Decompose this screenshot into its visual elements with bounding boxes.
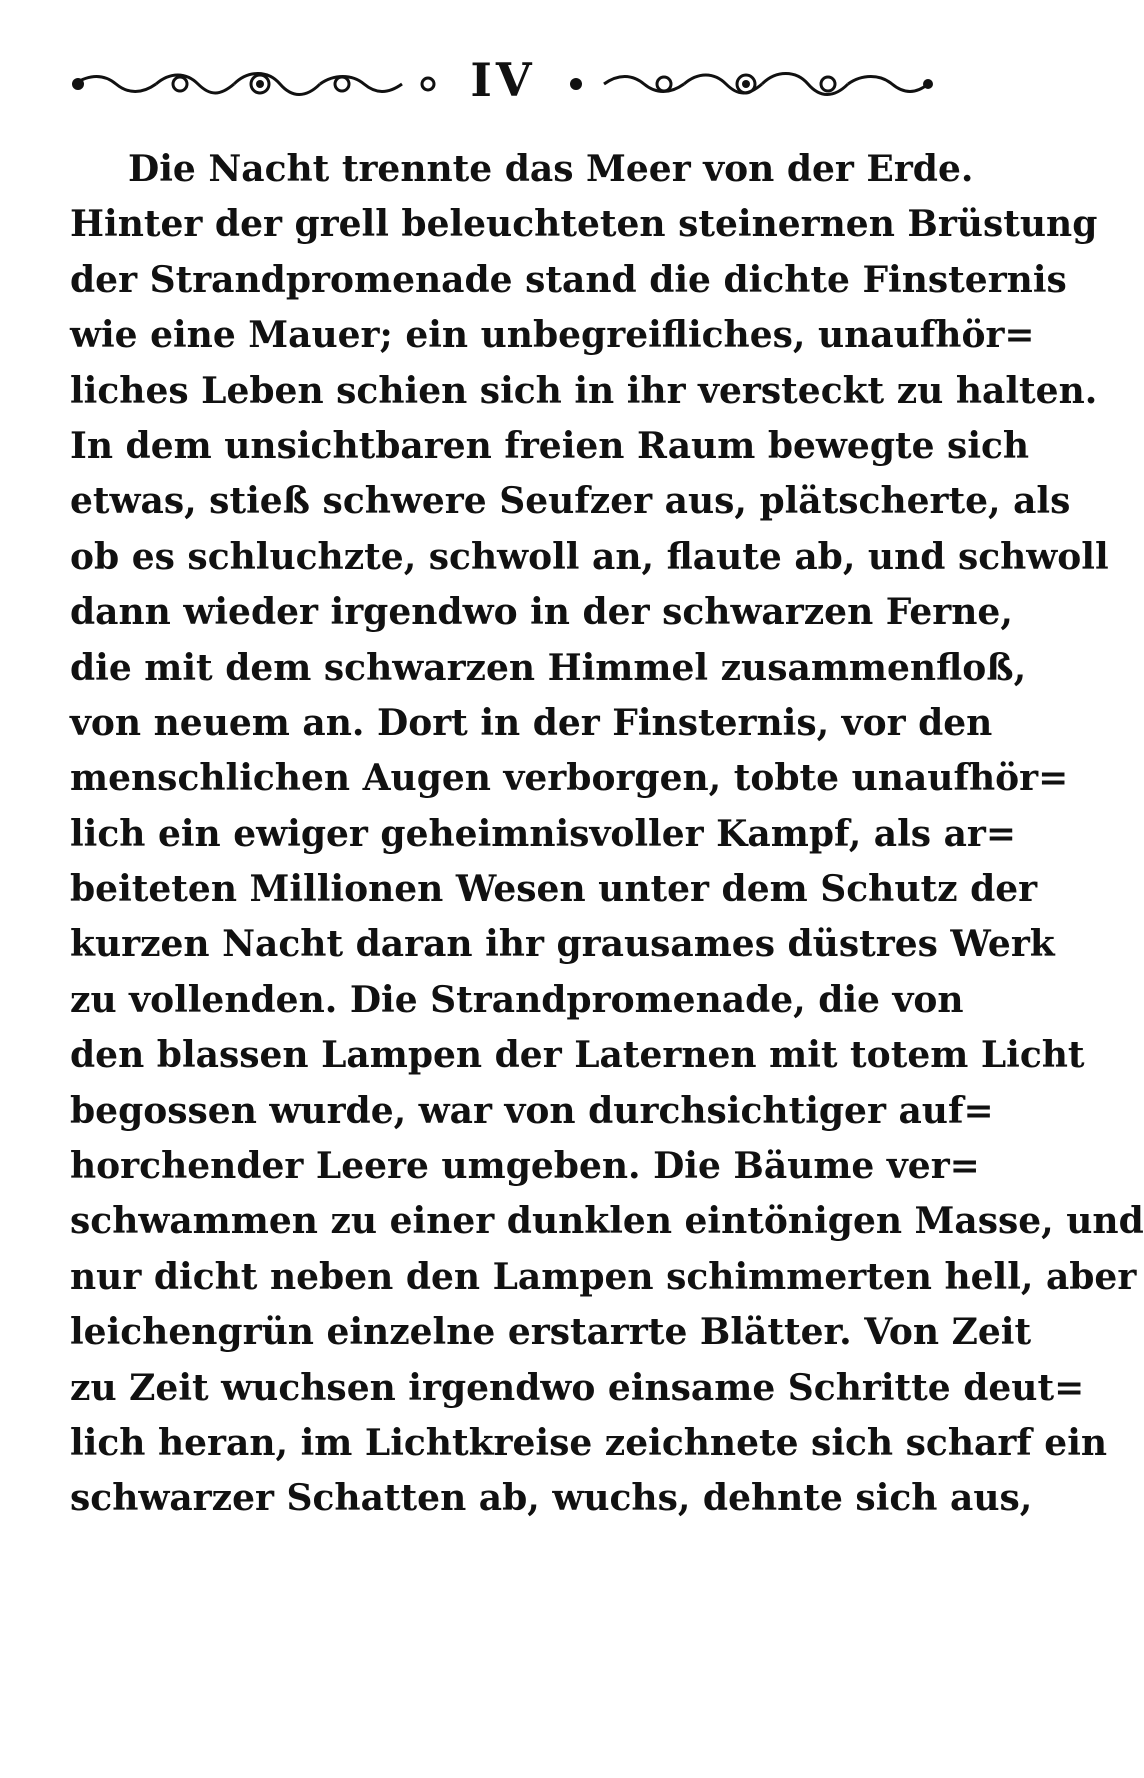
- text-line: zu Zeit wuchsen irgendwo einsame Schritte deut=: [70, 1366, 1085, 1409]
- text-line: begossen wurde, war von durchsichtiger auf=: [70, 1089, 994, 1132]
- text-line: den blassen Lampen der Laternen mit totem Licht: [70, 1034, 1085, 1077]
- text-line: nur dicht neben den Lampen schimmerten hell, aber: [70, 1255, 1137, 1298]
- text-line: menschlichen Augen verborgen, tobte unaufhör=: [70, 757, 1069, 800]
- text-line: wie eine Mauer; ein unbegreifliches, unaufhör=: [70, 314, 1035, 357]
- text-line: zu vollenden. Die Strandpromenade, die von: [70, 978, 964, 1021]
- text-line: dann wieder irgendwo in der schwarzen Ferne,: [70, 591, 1013, 634]
- page-number: IV: [470, 53, 536, 107]
- text-line: schwammen zu einer dunklen eintönigen Masse, und: [70, 1200, 1144, 1243]
- text-line: horchender Leere umgeben. Die Bäume ver=: [70, 1145, 980, 1188]
- text-line: In dem unsichtbaren freien Raum bewegte sich: [70, 424, 1030, 467]
- text-line: von neuem an. Dort in der Finsternis, vor den: [70, 701, 993, 744]
- text-line: liches Leben schien sich in ihr versteckt zu halten.: [70, 369, 1098, 412]
- text-line: der Strandpromenade stand die dichte Finsternis: [70, 258, 1067, 301]
- decorative-scroll-ornament-icon: [566, 66, 936, 102]
- text-line: kurzen Nacht daran ihr grausames düstres Werk: [70, 923, 1055, 966]
- text-line: lich heran, im Lichtkreise zeichnete sich scharf ein: [70, 1421, 1108, 1464]
- text-line: Hinter der grell beleuchteten steinernen Brüstung: [70, 203, 1098, 246]
- text-line: schwarzer Schatten ab, wuchs, dehnte sich aus,: [70, 1477, 1033, 1520]
- page-header: [70, 52, 936, 112]
- body-text: [70, 142, 1144, 1527]
- text-line: leichengrün einzelne erstarrte Blätter. Von Zeit: [70, 1311, 1032, 1354]
- text-line: beiteten Millionen Wesen unter dem Schutz der: [70, 868, 1038, 911]
- text-line: Die Nacht trennte das Meer von der Erde.: [128, 148, 974, 190]
- text-line: etwas, stieß schwere Seufzer aus, plätscherte, als: [70, 480, 1071, 523]
- text-line: ob es schluchzte, schwoll an, flaute ab, und schwoll: [70, 535, 1109, 578]
- text-line: lich ein ewiger geheimnisvoller Kampf, als ar=: [70, 812, 1017, 855]
- text-line: die mit dem schwarzen Himmel zusammenfloß,: [70, 646, 1027, 689]
